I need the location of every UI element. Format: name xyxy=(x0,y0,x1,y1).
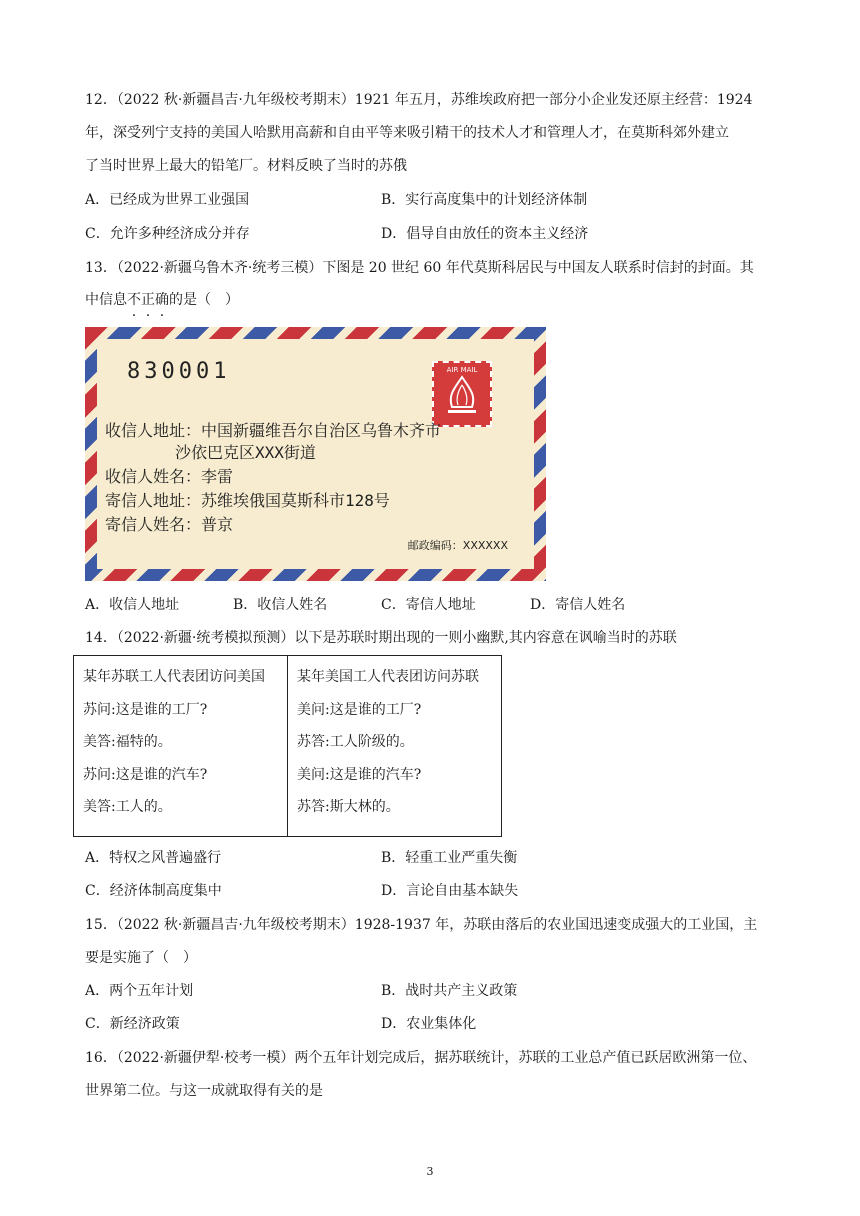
joke-line: 某年苏联工人代表团访问美国 xyxy=(83,669,265,685)
envelope-body xyxy=(97,339,534,569)
joke-line: 美答:福特的。 xyxy=(83,734,172,751)
q13-option-b: B．收信人姓名 xyxy=(233,597,328,613)
joke-line: 苏问:这是谁的工厂? xyxy=(83,701,208,718)
q13-option-a: A．收信人地址 xyxy=(85,597,180,613)
q15-stem-line2: 要是实施了（ ） xyxy=(85,950,197,966)
joke-line: 美问:这是谁的汽车? xyxy=(297,766,422,783)
q15-option-d: D．农业集体化 xyxy=(381,1016,477,1032)
envelope-recipient-address: 收信人地址：中国新疆维吾尔自治区乌鲁木齐市 xyxy=(105,421,442,440)
q12-stem-line1: 12．（2022 秋·新疆昌吉·九年级校考期末）1921 年五月，苏维埃政府把一部分小企业发还原主经营：1924 xyxy=(85,92,753,108)
envelope-recipient-name: 收信人姓名：李雷 xyxy=(105,467,234,486)
joke-column-left xyxy=(74,656,287,836)
q12-option-c: C．允许多种经济成分并存 xyxy=(85,226,250,242)
q14-option-c: C．经济体制高度集中 xyxy=(85,883,222,899)
stamp-icon xyxy=(432,361,492,427)
envelope-zip-code: 830001 xyxy=(127,359,231,384)
envelope-image xyxy=(85,327,546,581)
q13-option-d: D．寄信人姓名 xyxy=(530,597,626,613)
q14-stem-line1: 14．（2022·新疆·统考模拟预测）以下是苏联时期出现的一则小幽默,其内容意在讽喻当时的苏联 xyxy=(85,630,677,646)
q13-emphasis-char: 确 xyxy=(155,292,169,308)
joke-column-right xyxy=(287,656,501,836)
q13-option-c: C．寄信人地址 xyxy=(381,597,476,613)
q13-emphasis-char: 不 xyxy=(127,292,141,308)
q15-option-a: A．两个五年计划 xyxy=(85,983,194,999)
joke-line: 苏问:这是谁的汽车? xyxy=(83,766,208,783)
q14-option-a: A．特权之风普遍盛行 xyxy=(85,850,222,866)
q15-option-c: C．新经济政策 xyxy=(85,1016,180,1032)
envelope-recipient-address-cont: 沙依巴克区XXX街道 xyxy=(175,443,316,462)
q12-option-d: D．倡导自由放任的资本主义经济 xyxy=(381,226,589,242)
joke-line: 美问:这是谁的工厂? xyxy=(297,701,422,718)
joke-line: 苏答:工人阶级的。 xyxy=(297,734,414,751)
q16-stem-line2: 世界第二位。与这一成就取得有关的是 xyxy=(85,1083,323,1099)
q15-option-b: B．战时共产主义政策 xyxy=(381,983,518,999)
joke-line: 苏答:斯大林的。 xyxy=(297,799,400,816)
envelope-sender-name: 寄信人姓名：普京 xyxy=(105,515,234,534)
q13-stem-line1: 13．（2022·新疆乌鲁木齐·统考三模）下图是 20 世纪 60 年代莫斯科居民与中国友人联系时信封的封面。其 xyxy=(85,260,754,276)
q13-stem-line2 xyxy=(85,290,239,310)
q12-stem-line3: 了当时世界上最大的铅笔厂。材料反映了当时的苏俄 xyxy=(85,158,407,174)
envelope-sender-address: 寄信人地址：苏维埃俄国莫斯科市128号 xyxy=(105,491,390,510)
joke-table xyxy=(73,655,502,837)
page-number: 3 xyxy=(426,1165,434,1178)
q14-option-d: D．言论自由基本缺失 xyxy=(381,883,519,899)
q13-stem-pre: 中信息 xyxy=(85,292,127,308)
q12-option-b: B．实行高度集中的计划经济体制 xyxy=(381,192,588,208)
q14-option-b: B．轻重工业严重失衡 xyxy=(381,850,518,866)
q16-stem-line1: 16．（2022·新疆伊犁·校考一模）两个五年计划完成后，据苏联统计，苏联的工业总产值已跃居欧洲第一位、 xyxy=(85,1050,757,1066)
envelope-postcode: 邮政编码：XXXXXX xyxy=(407,539,508,552)
stamp-label: AIR MAIL xyxy=(446,366,478,374)
q13-emphasis-char: 正 xyxy=(141,292,155,308)
joke-line: 美答:工人的。 xyxy=(83,799,172,816)
q12-option-a: A．已经成为世界工业强国 xyxy=(85,192,250,208)
joke-line: 某年美国工人代表团访问苏联 xyxy=(297,669,479,685)
q15-stem-line1: 15．（2022 秋·新疆昌吉·九年级校考期末）1928-1937 年，苏联由落后的农业国迅速变成强大的工业国，主 xyxy=(85,917,758,933)
q12-stem-line2: 年，深受列宁支持的美国人哈默用高薪和自由平等来吸引精干的技术人才和管理人才，在莫斯科郊外建立 xyxy=(85,125,729,141)
q13-stem-post: 的是（ ） xyxy=(169,292,239,308)
